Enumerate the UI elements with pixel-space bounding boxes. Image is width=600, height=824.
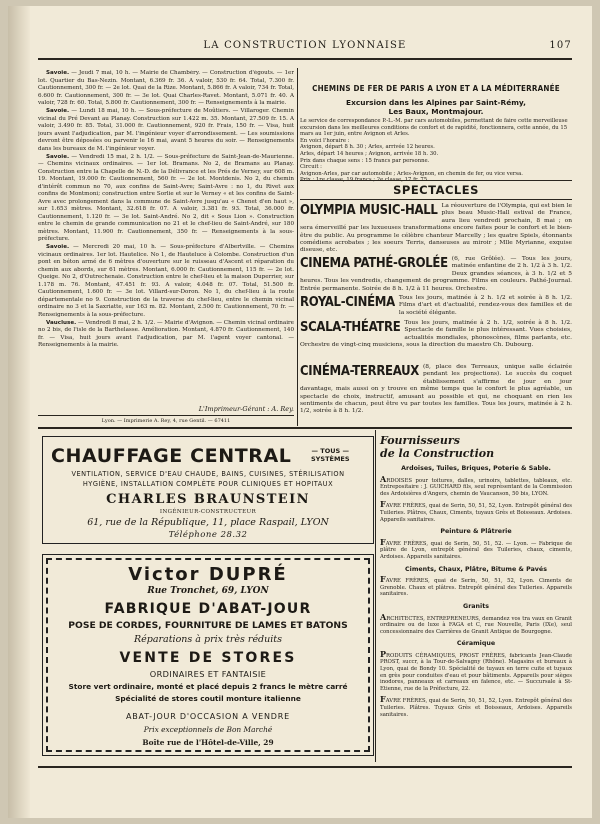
dupre-name: Victor DUPRÉ: [128, 564, 288, 585]
dupre-ordinaires: ORDINAIRES ET FANTAISIE: [149, 669, 267, 679]
tous-systemes: — TOUS — SYSTÈMES: [311, 447, 350, 463]
adjudication-entry: Savoie. — Lundi 18 mai, 10 h. — Sous-préfecture de Moûtiers. — Villaroger. Chemin vicinal du Pré Devant au Planay. Construction sur 1.422 m. 35. Montant, 27.509 fr. 15. A valoir, 3.490 fr. 85. Total, 31.000 fr. Cautionnement, 920 fr. Frais, 150 fr. — Visa, huit jours avant l'adjudication, par M. l'ingénieur voyer d'arrondissement. — Les soumissions devront être déposées ou parvenir le 16 mai, avant 5 heures du soir. — Renseignements dans les bureaux de M. l'ingénieur voyer.: [38, 108, 294, 152]
supplier-listing: FAVRE FRÈRES, quai de Serin, 50, 51, 52. — Lyon. — Fabrique de plâtre de Lyon, entrepôt général des Tuileries, chaux, ciments, Ardoises. Appareils sanitaires.: [380, 536, 572, 560]
fournisseurs-title: Fournisseurs de la Construction: [380, 434, 495, 460]
advertiser-name: CHARLES BRAUNSTEIN: [106, 492, 310, 507]
supplier-listing: FAVRE FRÈRES, quai de Serin, 50, 51, 52, Lyon. Entrepôt général des Tuileries. Plâtres. Tuyaux Grès et Boisseaux, Ardoises. Appareils sanitaires.: [380, 694, 572, 718]
running-header: [38, 40, 572, 54]
victor-dupre-ad: [42, 554, 374, 756]
gerant-rule: [38, 415, 294, 416]
railway-subtitle: Excursion dans les Alpines par Saint-Rémy, Les Baux, Montmajour.: [346, 98, 526, 116]
supplier-listing: ARDOISES pour toitures, dalles, urinoirs, tablettes, tableaux, etc. Entrepositaire : J. GUICHARD fils, seul représentant de la Commission des Ardoisières d'Angers, chemin de Vaucanson, 50 bis, LYON.: [380, 473, 572, 497]
section-heading: Granits: [463, 602, 489, 610]
imprimeur-gerant: L'Imprimeur-Gérant : A. Rey.: [198, 405, 294, 413]
spectacles-rule-bottom: [300, 199, 572, 200]
spectacle-olympia: OLYMPIA MUSIC-HALL La réouverture de l'Olympia, qui est bien le plus beau Music-Hall estival de France, aura lieu vendredi prochain, 8 mai ; on sera émerveillé par les luxueuses transformations encore faites pour le confort et le bien-être du public. Au programme le célèbre chanteur Marcelly ; les quatre Spiels, étonnants comédiens acrobates ; les soeurs Terris, danseuses au miroir ; Mlle Myrianne, exquise diseuse, etc.: [300, 203, 572, 254]
advertiser-title: INGÉNIEUR-CONSTRUCTEUR: [159, 509, 257, 515]
spectacle-royal-cinema: ROYAL-CINÉMA Tous les jours, matinée à 2 h. 1/2 et soirée à 8 h. 1/2. Films d'art et d'actualité, rendez-vous des familles et de la société élégante.: [300, 295, 572, 316]
footer-rule: [38, 766, 572, 768]
adjudication-entry: Savoie. — Mercredi 20 mai, 10 h. — Sous-préfecture d'Albertville. — Chemins vicinaux ordinaires. 1er lot. Hautelice. No 1, de Hauteluce à Colombe. Construction d'un pont en béton armé de 6 mètres d'ouverture sur le ruisseau d'Ascent et réparation du chemin aux abords, sur 61 mètres. Montant, 6.000 fr. Cautionnement, 115 fr. — 2e lot. Queige. No 2, d'Outrechenaie. Construction entre le chef-lieu et la maison Duperrier, sur 1.178 m. 76. Montant, 47.451 fr. 93. A valoir, 4.048 fr. 07. Total, 51.500 fr. Cautionnement, 1.600 fr. — 3e lot. Villard-sur-Doron. No 1, du chef-lieu à la route départementale no 9. Construction de la traverse du chef-lieu, entre le chemin vicinal ordinaire no 3 et la Saxriatte, sur 163 m. 82. Montant, 2.500 fr. Cautionnement, 70 fr. — Renseignements à la sous-préfecture.: [38, 244, 294, 318]
ad-divider: [375, 430, 376, 762]
section-heading: Ardoises, Tuiles, Briques, Poterie & Sable.: [401, 465, 551, 472]
section-heading: Ciments, Chaux, Plâtre, Bitume & Pavés: [405, 565, 547, 573]
imprimerie-line: Lyon. — Imprimerie A. Rey, 4, rue Gentil. — 67411: [101, 418, 231, 424]
dupre-fabrique: FABRIQUE D'ABAT-JOUR: [104, 601, 312, 617]
spectacles-rule-top: [300, 180, 572, 181]
advertiser-address: 61, rue de la République, 11, place Raspail, LYON: [87, 517, 329, 528]
header-rule: [38, 58, 572, 60]
railway-body: Le service de correspondance P.-L.-M. par cars automobiles, permettant de faire cette merveilleuse excursion dans les meilleures conditions de confort et de rapidité, fonctionnera, cette année, du 15 mars au 1er juin, entre Avignon et Arles. En voici l'horaire : Avignon, départ 8 h. 30 ; Arles, arrivée 12 heures. Arles, départ 14 heures ; Avignon, arrivée 18 h. 30. Prix dans chaque sens : 15 francs par personne. Circuit : Avignon-Arles, par car automobile ; Arles-Avignon, en chemin de fer, ou vice versa.: [300, 118, 568, 177]
dupre-vente: VENTE DE STORES: [119, 650, 297, 666]
railway-heading: CHEMINS DE FER DE PARIS A LYON ET A LA MÉDITERRANÉE: [312, 84, 560, 93]
page: [8, 6, 592, 818]
dupre-boite: Boîte rue de l'Hôtel-de-Ville, 29: [142, 738, 274, 747]
column-divider: [297, 68, 298, 426]
dupre-specialite: Spécialité de stores coutil monture italienne: [115, 694, 301, 703]
spectacle-scala-theatre: SCALA-THÉATRE Tous les jours, matinée à 2 h. 1/2, soirée à 8 h. 1/2. Spectacle de famille le plus intéressant. Vues choisies, actualités mondiales, phonoscènes, films parlants, etc. Orchestre de vingt-cinq musiciens, sous la direction du maestro Ch. Dubourg.: [300, 320, 572, 349]
adjudication-entry: Savoie. — Vendredi 15 mai, 2 h. 1/2. — Sous-préfecture de Saint-Jean-de-Maurienne. — Chemins vicinaux ordinaires. — 1er lot. Bramans. No 2, de Bramans au Planay. Construction entre la Chapelle de N.-D. de la Délivrance et les Prés de Verney, sur 608 m. 19. Montant, 19.000 fr. Cautionnement, 560 fr. — 2e lot. Montdenis. No 2, du chemin d'intérêt commun no 70, aux confins de Saint-Avre; Saint-Avre : no 1, du Rivet aux confins de Montmoni; construction entre Sorlie et sur le Verney « et les confins de Saint-Avre avec prolongement dans la commune de Saint-Avre jusqu'au « Chenet d'en haut », sur 1.653 mètres. Montant, 32.618 fr. 07. A valoir, 3.381 fr. 93. Total, 36.000 fr. Cautionnement, 1.120 fr. — 3e lot. Saint-André. No 2, dit « Sous Lion ». Construction entre le chemin de grande communication no 21 et le chef-lieu de Saint-André, sur 180 mètres. Montant, 11.900 fr. Cautionnement, 350 fr. — Renseignements à la sous-préfecture.: [38, 153, 294, 242]
spectacles-heading: SPECTACLES: [393, 183, 479, 197]
dupre-reparations: Réparations à prix très réduits: [133, 634, 282, 645]
dupre-occasion: ABAT-JOUR D'OCCASION A VENDRE: [126, 712, 290, 721]
page-number: 107: [549, 40, 572, 51]
adjudication-entry: Vaucluse. — Vendredi 8 mai, 2 h. 1/2. — Mairie d'Avignon. — Chemin vicinal ordinaire no 2 bis, de l'isle de la Barthelasse. Amélioration. Montant, 4.870 fr. Cautionnement, 140 fr. — Visa, huit jours avant l'adjudication, par M. l'agent voyer cantonal. — Renseignements à la mairie.: [38, 319, 294, 348]
section-heading: Peinture & Plâtrerie: [440, 528, 512, 536]
dupre-store-vert: Store vert ordinaire, monté et placé depuis 2 francs le mètre carré: [68, 682, 348, 691]
chauffage-services: VENTILATION, SERVICE D'EAU CHAUDE, BAINS, CUISINES, STÉRILISATION: [71, 470, 345, 478]
adjudication-entry: Savoie. — Jeudi 7 mai, 10 h. — Mairie de Chambéry. — Construction d'égouts. — 1er lot. Quartier du Bas-Nezin. Montant, 6.369 fr. 36. A valoir, 530 fr. 64. Total, 7.300 fr. Cautionnement, 300 fr. — 2e lot. Quai de la Rize. Montant, 5.866 fr. A valoir, 734 fr. Total, 6.600 fr. Cautionnement, 300 fr. — 3e lot. Quai Charles-Ravet. Montant, 5.071 fr. 40. A valoir, 728 fr. 60. Total, 5.800 fr. Cautionnement, 300 fr. — Renseignements à la mairie.: [38, 70, 294, 106]
supplier-listing: FAVRE FRÈRES, quai de Serin, 50, 51, 52, Lyon. Entrepôt général des Tuileries. Plâtres, Chaux, Ciments, tuyaux Grès et Boisseaux. Ardoises. Appareils sanitaires.: [380, 499, 572, 523]
chauffage-title: CHAUFFAGE CENTRAL: [51, 445, 292, 467]
section-heading: Céramique: [456, 640, 496, 648]
spectacle-cinema-terreaux: CINÉMA-TERREAUX (8, place des Terreaux, unique salle éclairée pendant les projections). Le succès du coquet établissement s'affirme de jour en jour davantage, mais aussi on y trouve en même temps que le confort le plus agréable, un spectacle de choix, instructif, amusant au possible et qui, ne choquant en rien les sentiments de chacun, peut être vu par toutes les familles. Tous les jours, matinée à 2 h. 1/2, soirée à 8 h. 1/2.: [300, 364, 572, 415]
dupre-street: Rue Tronchet, 69, LYON: [147, 586, 269, 596]
supplier-listing: ARCHITECTES, ENTREPRENEURS, demandez vos tra vaux en Granit ordinaire ou de luxe à FAGA et C, rue Nouvelle, Paris (IXe), seul concessionnaire des Carrières de Granit Antique de Bourgogne.: [380, 611, 572, 635]
advertiser-telephone: Téléphone 28.32: [168, 530, 248, 540]
supplier-listing: PRODUITS CÉRAMIQUES, PROST FRÈRES, fabricants Jean-Claude PROST, succr, à la Tour-de-Salvagny (Rhône). Magasins et bureaux à Lyon, quai de Bondy 10. Spécialité de tuyaux en terre cuite et tuyaux en grès pour conduites d'eau et pour bâtiments. Appareils pour sièges inodores, panneaux et carreaux en faïence, etc. — Succursale à St-Etienne, rue de la Préfecture, 22.: [380, 648, 572, 692]
chauffage-central-ad: [42, 436, 374, 544]
journal-title: LA CONSTRUCTION LYONNAISE: [203, 40, 407, 51]
supplier-listing: FAVRE FRÈRES, quai de Serin, 50, 51, 52, Lyon. Ciments de Grenoble. Chaux et plâtres. Entrepôt général des Tuileries. Appareils sanitaires.: [380, 574, 572, 598]
section-rule: [38, 427, 572, 429]
dupre-pose: POSE DE CORDES, FOURNITURE DE LAMES ET BATONS: [68, 620, 348, 631]
spectacle-pathe-grolee: CINEMA PATHÉ-GROLÉE (6, rue Grôlée). — Tous les jours, matinée enfantine de 2 h. 1/2 à 3 h. 1/2. Deux grandes séances, à 3 h. 1/2 et 5 heures. Tous les vendredis, changement de programme. Films en couleurs. Pathé-Journal. Entrée permanente. Soirée de 8 h. 1/2 à 11 heures. Orchestre.: [300, 256, 572, 292]
book-gutter: [8, 6, 30, 818]
left-column: [38, 70, 294, 402]
fournisseurs-column: [380, 434, 572, 722]
dupre-prix: Prix exceptionnels de Bon Marché: [143, 725, 273, 734]
chauffage-hygiene: HYGIÈNE, INSTALLATION COMPLÈTE POUR CLINIQUES ET HOPITAUX: [82, 480, 334, 488]
